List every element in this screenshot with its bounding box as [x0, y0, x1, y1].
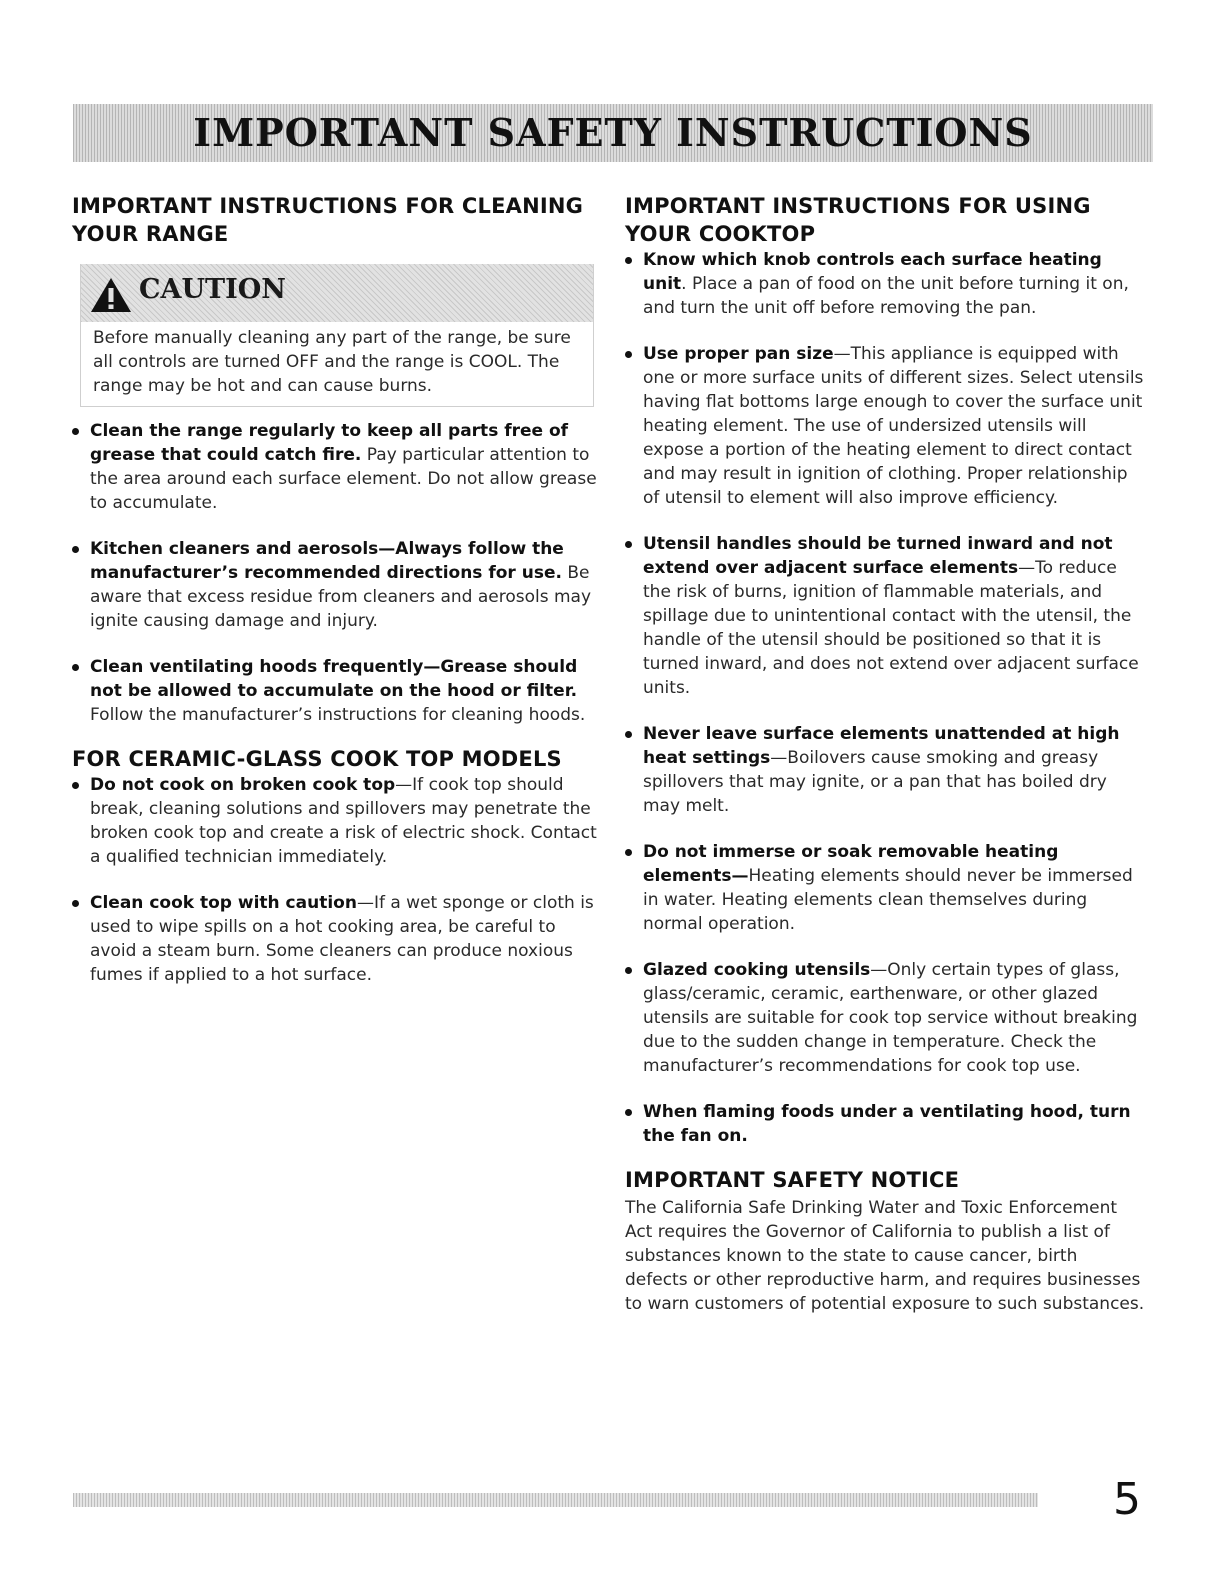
notice-text: The California Safe Drinking Water and Toxic Enforcement Act requires the Governor of California to publish a list of substances known to the state to cause cancer, birth defects or other reproductive harm, and requires businesses to warn customers of potential exposure to such substances. [625, 1198, 1145, 1314]
cooktop-heading: IMPORTANT INSTRUCTIONS FOR USING YOUR COOKTOP [625, 194, 1091, 246]
list-item: Glazed cooking utensils—Only certain types of glass, glass/ceramic, ceramic, earthenware, or other glazed utensils are suitable for cook top service without breaking due to the sudden change in temperature. Check the manufacturer’s recommendations for cook top use. [625, 958, 1145, 1078]
page-title: IMPORTANT SAFETY INSTRUCTIONS [193, 110, 1033, 155]
left-column [72, 192, 597, 1009]
bullet-icon [625, 351, 632, 358]
bullet-icon [72, 900, 79, 907]
list-item: Do not cook on broken cook top—If cook top should break, cleaning solutions and spillovers may penetrate the broken cook top and create a risk of electric shock. Contact a qualified technician immediately. [72, 773, 597, 869]
right-column [625, 192, 1145, 1316]
bullet-icon [72, 664, 79, 671]
page-number: 5 [1113, 1474, 1141, 1525]
ceramic-heading: FOR CERAMIC-GLASS COOK TOP MODELS [72, 747, 562, 771]
ceramic-list [72, 773, 597, 987]
bullet-icon [625, 849, 632, 856]
list-item: Use proper pan size—This appliance is equipped with one or more surface units of different sizes. Select utensils having flat bottoms large enough to cover the surface unit heating element. The use of undersized utensils will expose a portion of the heating element to direct contact and may result in ignition of clothing. Proper relationship of utensil to element will also improve efficiency. [625, 342, 1145, 510]
bullet-icon [72, 428, 79, 435]
list-item: Do not immerse or soak removable heating elements—Heating elements should never be immersed in water. Heating elements clean themselves during normal operation. [625, 840, 1145, 936]
caution-text: Before manually cleaning any part of the range, be sure all controls are turned OFF and the range is COOL. The range may be hot and can cause burns. [93, 328, 571, 396]
list-item: Utensil handles should be turned inward and not extend over adjacent surface elements—To reduce the risk of burns, ignition of flammable materials, and spillage due to unintentional contact with the utensil, the handle of the utensil should be positioned so that it is turned inward, and does not extend over adjacent surface units. [625, 532, 1145, 700]
bullet-icon [625, 541, 632, 548]
warning-triangle-icon [89, 276, 133, 314]
list-item: Clean cook top with caution—If a wet sponge or cloth is used to wipe spills on a hot cooking area, be careful to avoid a steam burn. Some cleaners can produce noxious fumes if applied to a hot surface. [72, 891, 597, 987]
bullet-icon [625, 731, 632, 738]
bullet-icon [72, 782, 79, 789]
caution-header [81, 264, 593, 322]
list-item: Clean ventilating hoods frequently—Grease should not be allowed to accumulate on the hood or filter. Follow the manufacturer’s instructions for cleaning hoods. [72, 655, 597, 727]
bullet-icon [625, 967, 632, 974]
list-item: Clean the range regularly to keep all parts free of grease that could catch fire. Pay particular attention to the area around each surface element. Do not allow grease to accumulate. [72, 419, 597, 515]
cleaning-heading: IMPORTANT INSTRUCTIONS FOR CLEANING YOUR RANGE [72, 194, 584, 246]
caution-box [80, 264, 594, 407]
list-item: Kitchen cleaners and aerosols—Always follow the manufacturer’s recommended directions for use. Be aware that excess residue from cleaners and aerosols may ignite causing damage and injury. [72, 537, 597, 633]
list-item: Know which knob controls each surface heating unit. Place a pan of food on the unit before turning it on, and turn the unit off before removing the pan. [625, 248, 1145, 320]
bullet-icon [625, 257, 632, 264]
caution-label: CAUTION [139, 274, 286, 305]
list-item: When flaming foods under a ventilating hood, turn the fan on. [625, 1100, 1145, 1148]
bullet-icon [72, 546, 79, 553]
footer-bar [73, 1493, 1038, 1507]
cleaning-list [72, 419, 597, 727]
cooktop-list [625, 248, 1145, 1148]
title-banner [73, 104, 1153, 162]
bullet-icon [625, 1109, 632, 1116]
list-item: Never leave surface elements unattended at high heat settings—Boilovers cause smoking and greasy spillovers that may ignite, or a pan that has boiled dry may melt. [625, 722, 1145, 818]
notice-heading: IMPORTANT SAFETY NOTICE [625, 1168, 960, 1192]
